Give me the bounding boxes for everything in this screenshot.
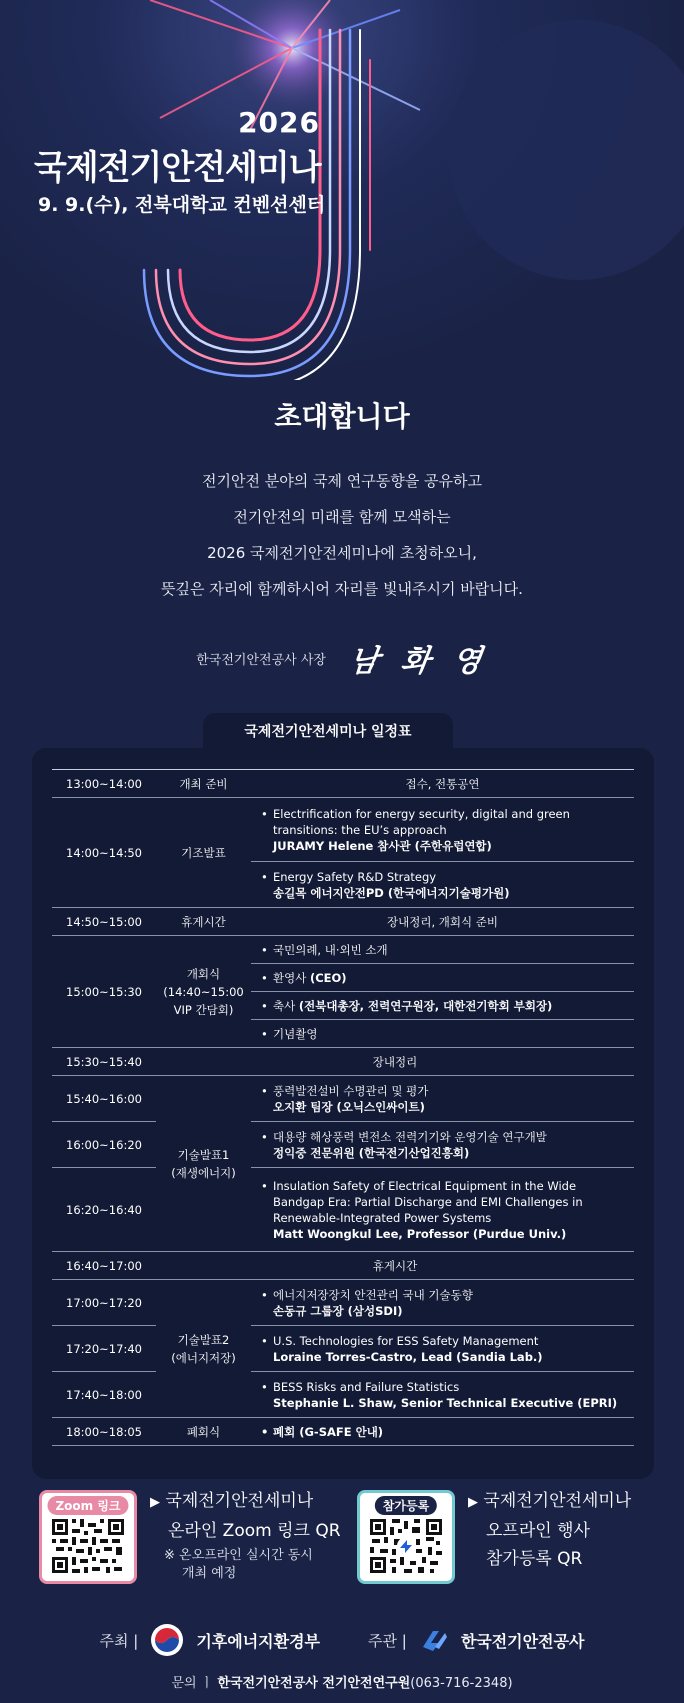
time-cell: 14:00~14:50 <box>52 798 156 908</box>
zoom-qr-code[interactable] <box>39 1490 137 1584</box>
arrow-icon: ▶ <box>468 1495 478 1510</box>
content-cell: 접수, 전통공연 <box>251 770 634 798</box>
hosts-row <box>0 1620 684 1660</box>
bullet-icon <box>261 1287 273 1303</box>
content-cell: 장내정리, 개회식 준비 <box>251 908 634 936</box>
qr-section <box>0 1487 684 1603</box>
category-cell: 휴게시간 <box>156 908 251 936</box>
host-label: 주최 | <box>99 1631 139 1650</box>
government-emblem-icon <box>150 1623 184 1657</box>
content-cell <box>251 862 634 908</box>
bullet-icon <box>261 998 273 1014</box>
time-cell: 16:00~16:20 <box>52 1122 156 1168</box>
content-cell: •에너지저장장치 안전관리 국내 기술동향 손동규 그룹장 (삼성SDI) <box>251 1280 634 1326</box>
content-cell: 장내정리 <box>156 1048 634 1076</box>
bullet-icon <box>261 1083 273 1099</box>
time-cell: 15:00~15:30 <box>52 936 156 1048</box>
event-year: 2026 <box>238 106 320 139</box>
invitation-message <box>0 463 684 607</box>
content-cell: •환영사 (CEO) <box>251 964 634 992</box>
table-row <box>52 1280 634 1326</box>
organizer-name: 한국전기안전공사 <box>460 1631 585 1651</box>
speaker: 오지환 팀장 (오닉스인싸이트) <box>273 1099 425 1114</box>
talk-title: transitions: the EU’s approach <box>273 822 447 837</box>
content-cell: •기념촬영 <box>251 1020 634 1048</box>
speaker: JURAMY Helene 참사관 (주한유럽연합) <box>273 838 492 853</box>
bullet-icon <box>261 806 273 822</box>
content-cell: •풍력발전설비 수명관리 및 평가 오지환 팀장 (오닉스인싸이트) <box>251 1076 634 1122</box>
registration-qr-code[interactable] <box>357 1490 455 1584</box>
invitation-line: 전기안전 분야의 국제 연구동향을 공유하고 <box>202 472 482 490</box>
bullet-icon <box>261 1178 273 1194</box>
time-cell: 14:50~15:00 <box>52 908 156 936</box>
table-row <box>52 936 634 964</box>
table-row <box>52 770 634 798</box>
table-row <box>52 1252 634 1280</box>
bullet-icon <box>261 942 273 958</box>
content-cell: •BESS Risks and Failure Statistics Stephanie L. Shaw, Senior Technical Executive (EPRI) <box>251 1372 634 1418</box>
time-cell: 18:00~18:05 <box>52 1418 156 1446</box>
category-cell: 기술발표2 (에너지저장) <box>156 1280 251 1418</box>
category-cell: 폐회식 <box>156 1418 251 1446</box>
category-cell: 개회식 (14:40~15:00 VIP 간담회) <box>156 936 251 1048</box>
talk-title: Energy Safety R&D Strategy <box>273 869 437 884</box>
table-row <box>52 798 634 862</box>
content-cell: •Insulation Safety of Electrical Equipment in the Wide Bandgap Era: Partial Discharge and EMI Challenges in Renewable-Integrated Power Systems Matt Woongkul Lee, Professor (Purdue Univ.) <box>251 1168 634 1252</box>
content-cell: • 폐회 (G-SAFE 안내) <box>251 1418 634 1446</box>
invitation-line: 전기안전의 미래를 함께 모색하는 <box>233 508 451 526</box>
table-row <box>52 1048 634 1076</box>
time-cell: 15:40~16:00 <box>52 1076 156 1122</box>
signer-title: 한국전기안전공사 사장 <box>196 652 326 668</box>
time-cell: 17:40~18:00 <box>52 1372 156 1418</box>
content-cell: •축사 (전북대총장, 전력연구원장, 대한전기학회 부회장) <box>251 992 634 1020</box>
contact-line: 문의 ㅣ 한국전기안전공사 전기안전연구원(063-716-2348) <box>171 1676 513 1691</box>
content-cell <box>251 798 634 862</box>
talk-title: Electrification for energy security, digital and green <box>273 806 570 821</box>
table-row <box>52 1326 634 1372</box>
table-row <box>52 1418 634 1446</box>
registration-qr-label: ▶ 국제전기안전세미나 오프라인 행사 참가등록 QR <box>468 1491 632 1569</box>
invitation-heading: 초대합니다 <box>274 400 410 433</box>
invitation-line: 뜻깊은 자리에 함께하시어 자리를 빛내주시기 바랍니다. <box>161 580 523 598</box>
table-row <box>52 908 634 936</box>
bullet-icon <box>261 1026 273 1042</box>
event-date-venue: 9. 9.(수), 전북대학교 컨벤션센터 <box>38 194 326 216</box>
speaker: Loraine Torres-Castro, Lead (Sandia Lab.) <box>273 1349 543 1364</box>
category-cell: 개최 준비 <box>156 770 251 798</box>
time-cell: 17:00~17:20 <box>52 1280 156 1326</box>
hero-banner <box>0 0 684 380</box>
bullet-icon <box>261 869 273 885</box>
qr-code-icon <box>50 1517 126 1575</box>
time-cell: 15:30~15:40 <box>52 1048 156 1076</box>
table-row <box>52 1122 634 1168</box>
category-cell: 기조발표 <box>156 798 251 908</box>
zoom-qr-label: ▶ 국제전기안전세미나 온라인 Zoom 링크 QR <box>150 1491 341 1541</box>
bullet-icon <box>261 1424 273 1440</box>
content-cell: 휴게시간 <box>156 1252 634 1280</box>
organizer-label: 주관 | <box>368 1631 407 1650</box>
registration-qr-badge: 참가등록 <box>375 1496 437 1515</box>
table-row <box>52 1168 634 1252</box>
bullet-icon <box>261 970 273 986</box>
schedule-title: 국제전기안전세미나 일정표 <box>203 713 453 751</box>
arrow-icon: ▶ <box>150 1495 160 1510</box>
content-cell: •U.S. Technologies for ESS Safety Management Loraine Torres-Castro, Lead (Sandia Lab.) <box>251 1326 634 1372</box>
speaker: 정익중 전문위원 (한국전기산업진흥회) <box>273 1145 470 1160</box>
qr-code-icon <box>368 1517 444 1575</box>
category-cell: 기술발표1 (재생에너지) <box>156 1076 251 1252</box>
content-cell: •국민의례, 내·외빈 소개 <box>251 936 634 964</box>
bullet-icon <box>261 1379 273 1395</box>
host-name: 기후에너지환경부 <box>196 1631 320 1651</box>
speaker: Stephanie L. Shaw, Senior Technical Executive (EPRI) <box>273 1395 618 1410</box>
table-row <box>52 1372 634 1418</box>
bullet-icon <box>261 1333 273 1349</box>
invitation-line: 2026 국제전기안전세미나에 초청하오니, <box>207 544 477 562</box>
speaker: 손동규 그룹장 (삼성SDI) <box>273 1303 403 1318</box>
zoom-qr-badge: Zoom 링크 <box>47 1496 128 1515</box>
zoom-qr-note: ※ 온오프라인 실시간 동시 개최 예정 <box>164 1548 313 1581</box>
kesco-logo-icon <box>419 1627 449 1653</box>
signer-signature: 남 화 영 <box>346 644 490 679</box>
time-cell: 13:00~14:00 <box>52 770 156 798</box>
signature-row <box>0 640 684 679</box>
content-cell: •대용량 해상풍력 변전소 전력기기와 운영기술 연구개발 정익중 전문위원 (한국전기산업진흥회) <box>251 1122 634 1168</box>
bullet-icon <box>261 1129 273 1145</box>
speaker: 송길목 에너지안전PD (한국에너지기술평가원) <box>273 885 510 900</box>
speaker: Matt Woongkul Lee, Professor (Purdue Univ.) <box>273 1226 567 1241</box>
table-row <box>52 1076 634 1122</box>
time-cell: 16:20~16:40 <box>52 1168 156 1252</box>
time-cell: 17:20~17:40 <box>52 1326 156 1372</box>
schedule-table <box>52 769 634 1446</box>
time-cell: 16:40~17:00 <box>52 1252 156 1280</box>
event-title: 국제전기안전세미나 <box>34 148 321 188</box>
